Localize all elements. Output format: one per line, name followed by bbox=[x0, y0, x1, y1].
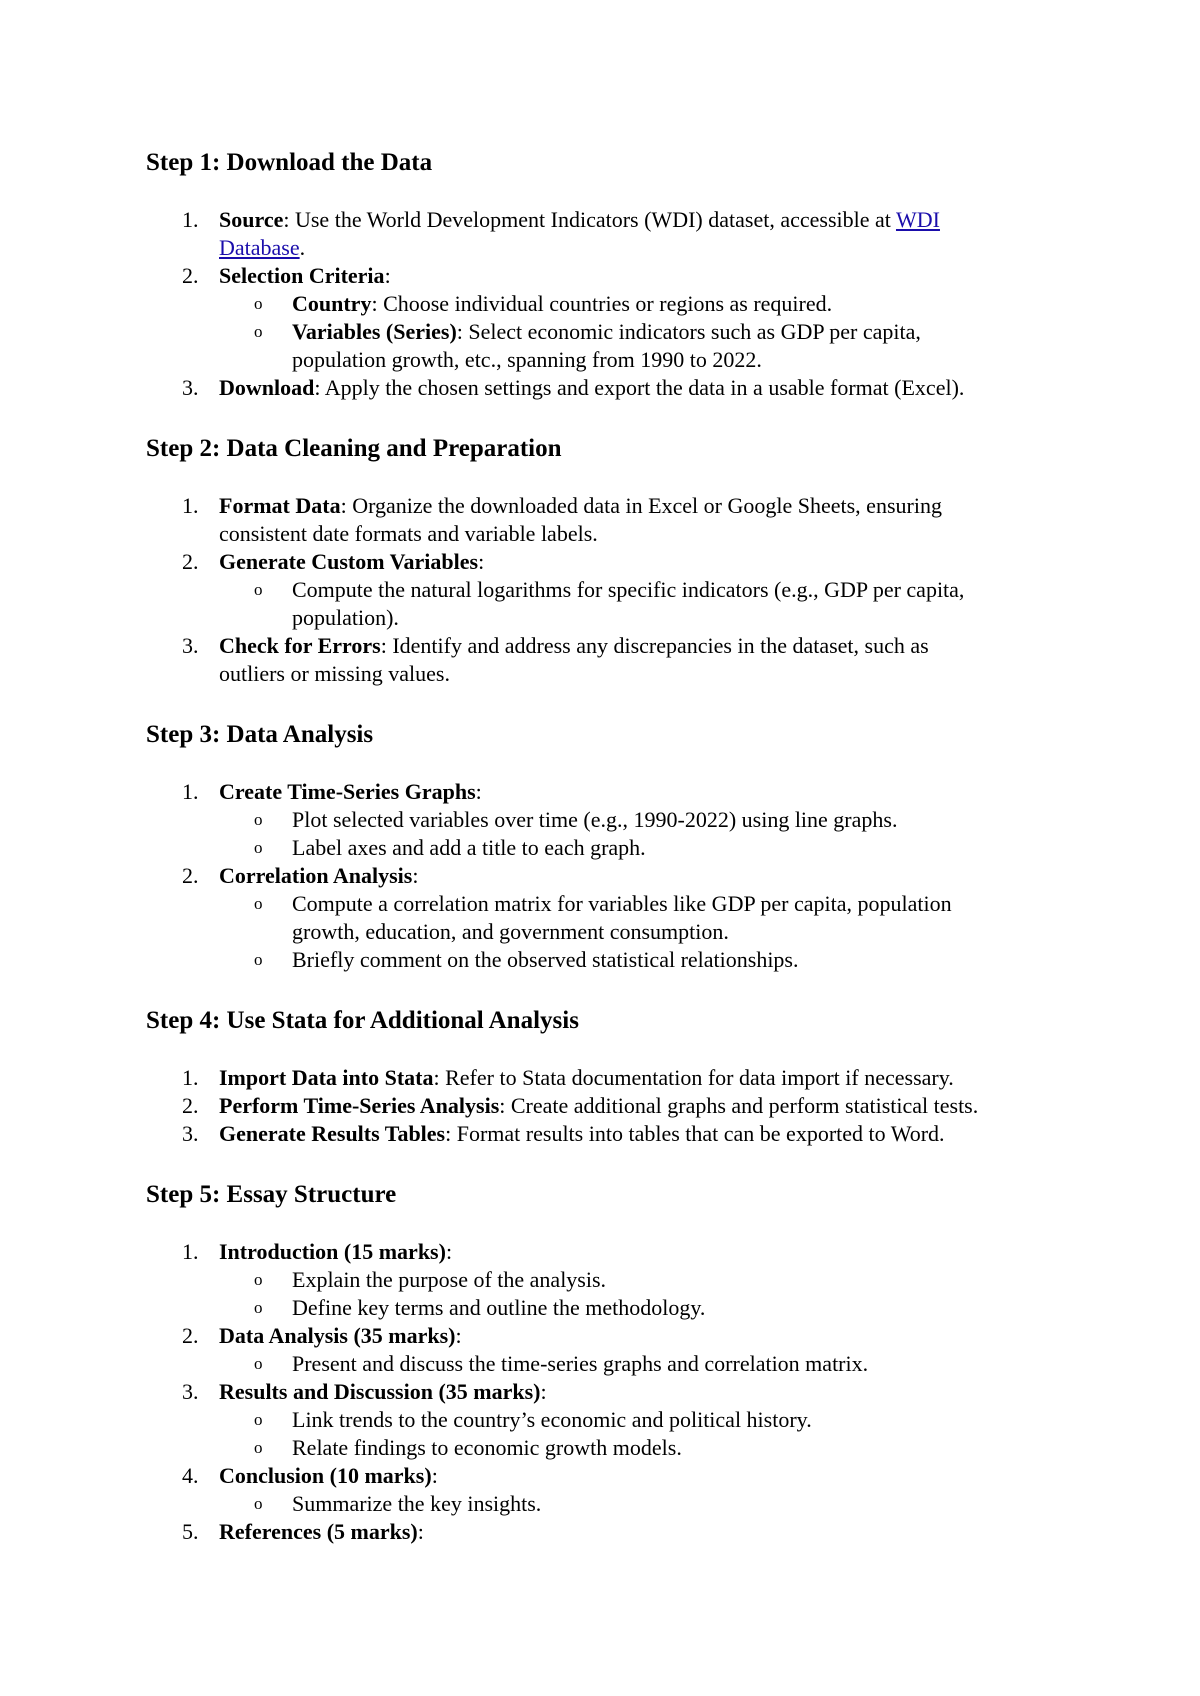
list-item bbox=[219, 1518, 424, 1546]
list-item bbox=[219, 374, 964, 402]
item-term: Generate Custom Variables bbox=[219, 549, 479, 574]
sub-list-item: Define key terms and outline the methodology. bbox=[292, 1295, 706, 1320]
sub-list-item: Label axes and add a title to each graph. bbox=[292, 835, 646, 860]
bullet-marker: o bbox=[254, 894, 263, 913]
list-number: 1. bbox=[182, 1239, 199, 1264]
item-term: Results and Discussion (35 marks) bbox=[219, 1379, 541, 1404]
item-text: . bbox=[299, 235, 306, 260]
bullet-marker: o bbox=[254, 580, 263, 599]
item-text: : Organize the downloaded data in Excel or Google Sheets, ensuring bbox=[340, 493, 942, 518]
bullet-marker: o bbox=[254, 1354, 263, 1373]
list-item bbox=[219, 206, 940, 234]
item-term: References (5 marks) bbox=[219, 1519, 418, 1544]
item-text: : bbox=[384, 263, 391, 288]
item-term: Format Data bbox=[219, 493, 341, 518]
sub-list-item: Plot selected variables over time (e.g., 1990-2022) using line graphs. bbox=[292, 807, 898, 832]
list-item bbox=[219, 632, 929, 660]
list-item-continuation: outliers or missing values. bbox=[219, 661, 450, 686]
list-number: 1. bbox=[182, 207, 199, 232]
item-term: Import Data into Stata bbox=[219, 1065, 434, 1090]
item-term: Create Time-Series Graphs bbox=[219, 779, 476, 804]
item-text: : Apply the chosen settings and export the data in a usable format (Excel). bbox=[314, 375, 965, 400]
item-text: : bbox=[431, 1463, 438, 1488]
sub-list-item-continuation: population). bbox=[292, 605, 399, 630]
wdi-database-link-continued[interactable]: Database bbox=[219, 235, 300, 260]
list-number: 2. bbox=[182, 1093, 199, 1118]
list-item bbox=[219, 548, 484, 576]
sub-list-item bbox=[292, 290, 832, 318]
list-number: 2. bbox=[182, 1323, 199, 1348]
wdi-database-link[interactable]: WDI bbox=[895, 207, 940, 232]
item-text: : bbox=[445, 1239, 453, 1264]
list-number: 1. bbox=[182, 779, 199, 804]
item-term: Download bbox=[219, 375, 315, 400]
item-term: Data Analysis (35 marks) bbox=[219, 1323, 456, 1348]
item-term: Variables (Series) bbox=[292, 319, 457, 344]
bullet-marker: o bbox=[254, 950, 263, 969]
list-item bbox=[219, 862, 418, 890]
list-item bbox=[219, 1092, 978, 1120]
list-item bbox=[219, 1378, 547, 1406]
sub-list-item: Compute the natural logarithms for specific indicators (e.g., GDP per capita, bbox=[292, 577, 965, 602]
sub-list-item bbox=[292, 318, 921, 346]
list-item bbox=[219, 1322, 462, 1350]
section-heading-step-1: Step 1: Download the Data bbox=[146, 149, 433, 176]
sub-list-item-continuation: growth, education, and government consumption. bbox=[292, 919, 729, 944]
bullet-marker: o bbox=[254, 1298, 263, 1317]
section-heading-step-5: Step 5: Essay Structure bbox=[146, 1181, 397, 1208]
item-text: : bbox=[540, 1379, 547, 1404]
item-text: : Refer to Stata documentation for data import if necessary. bbox=[433, 1065, 954, 1090]
sub-list-item: Present and discuss the time-series graphs and correlation matrix. bbox=[292, 1351, 869, 1376]
item-text: : Use the World Development Indicators (WDI) dataset, accessible at bbox=[283, 207, 896, 232]
list-number: 3. bbox=[182, 1121, 199, 1146]
bullet-marker: o bbox=[254, 1494, 263, 1513]
list-number: 2. bbox=[182, 863, 199, 888]
item-text: : Identify and address any discrepancies in the dataset, such as bbox=[380, 633, 929, 658]
list-number: 4. bbox=[182, 1463, 199, 1488]
item-term: Selection Criteria bbox=[219, 263, 385, 288]
item-term: Check for Errors bbox=[219, 633, 381, 658]
sub-list-item: Explain the purpose of the analysis. bbox=[292, 1267, 607, 1292]
list-item bbox=[219, 1238, 452, 1266]
section-heading-step-4: Step 4: Use Stata for Additional Analysis bbox=[146, 1007, 579, 1034]
bullet-marker: o bbox=[254, 1438, 263, 1457]
sub-list-item: Compute a correlation matrix for variables like GDP per capita, population bbox=[292, 891, 952, 916]
list-item bbox=[219, 262, 391, 290]
item-term: Conclusion (10 marks) bbox=[219, 1463, 432, 1488]
list-number: 5. bbox=[182, 1519, 199, 1544]
list-number: 2. bbox=[182, 549, 199, 574]
item-text: : Choose individual countries or regions as required. bbox=[371, 291, 833, 316]
item-term: Perform Time-Series Analysis bbox=[219, 1093, 500, 1118]
item-text: : bbox=[455, 1323, 462, 1348]
item-term: Introduction (15 marks) bbox=[219, 1239, 446, 1264]
sub-list-item: Link trends to the country’s economic and political history. bbox=[292, 1407, 812, 1432]
bullet-marker: o bbox=[254, 1410, 263, 1429]
list-item bbox=[219, 492, 942, 520]
item-text: : Format results into tables that can be exported to Word. bbox=[445, 1121, 945, 1146]
sub-list-item: Summarize the key insights. bbox=[292, 1491, 542, 1516]
item-text: : Create additional graphs and perform statistical tests. bbox=[499, 1093, 979, 1118]
item-text: : bbox=[475, 779, 482, 804]
bullet-marker: o bbox=[254, 322, 263, 341]
list-item bbox=[219, 1064, 954, 1092]
sub-list-item: Relate findings to economic growth models. bbox=[292, 1435, 682, 1460]
item-term: Source bbox=[219, 207, 284, 232]
list-item-continuation: consistent date formats and variable labels. bbox=[219, 521, 598, 546]
list-number: 3. bbox=[182, 633, 199, 658]
item-text: : Select economic indicators such as GDP per capita, bbox=[456, 319, 921, 344]
list-number: 2. bbox=[182, 263, 199, 288]
sub-list-item: Briefly comment on the observed statistical relationships. bbox=[292, 947, 799, 972]
bullet-marker: o bbox=[254, 810, 263, 829]
bullet-marker: o bbox=[254, 838, 263, 857]
list-number: 1. bbox=[182, 1065, 199, 1090]
list-item bbox=[219, 1462, 438, 1490]
list-number: 3. bbox=[182, 375, 199, 400]
list-item bbox=[219, 1120, 945, 1148]
item-text: : bbox=[412, 863, 419, 888]
list-item bbox=[219, 778, 482, 806]
bullet-marker: o bbox=[254, 294, 263, 313]
section-heading-step-2: Step 2: Data Cleaning and Preparation bbox=[146, 435, 562, 462]
sub-list-item-continuation: population growth, etc., spanning from 1990 to 2022. bbox=[292, 347, 762, 372]
bullet-marker: o bbox=[254, 1270, 263, 1289]
list-number: 1. bbox=[182, 493, 199, 518]
item-term: Generate Results Tables bbox=[219, 1121, 446, 1146]
item-term: Country bbox=[292, 291, 372, 316]
list-item-continuation bbox=[219, 234, 305, 262]
item-term: Correlation Analysis bbox=[219, 863, 413, 888]
item-text: : bbox=[478, 549, 485, 574]
list-number: 3. bbox=[182, 1379, 199, 1404]
item-text: : bbox=[417, 1519, 424, 1544]
section-heading-step-3: Step 3: Data Analysis bbox=[146, 721, 374, 748]
